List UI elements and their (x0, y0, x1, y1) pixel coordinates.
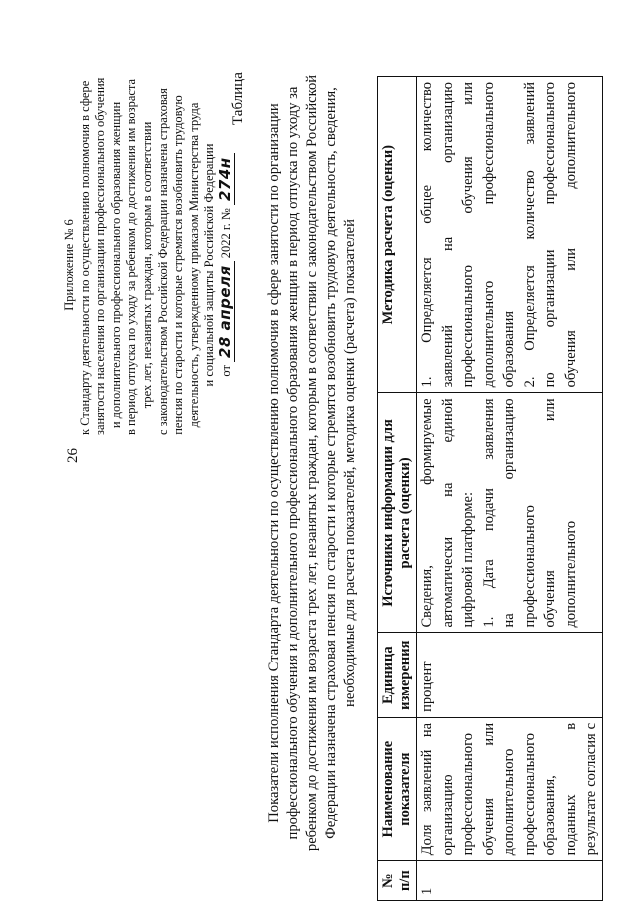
handwritten-order-number: 274н (218, 153, 235, 205)
title-line: Показатели исполнения Стандарта деятельности по осуществлению полномочия в сфере занятости по организации (266, 103, 282, 823)
handwritten-date: 28 апреля (218, 261, 235, 362)
appendix-header (62, 77, 235, 435)
cell-line: профессионального (521, 732, 538, 856)
cell-line: Сведения, формируемые (419, 398, 435, 628)
header-source: Источники информации для расчета (оценки) (378, 393, 417, 633)
cell-unit: процент (417, 633, 603, 717)
header-name: Наименование показателя (378, 717, 417, 860)
cell-line: дополнительного (562, 520, 579, 628)
appendix-line: в период отпуска по уходу за ребенком до достижения им возраста (124, 78, 139, 435)
indicators-table (377, 76, 603, 901)
cell-line: образования (501, 310, 517, 388)
cell-line: 2. Определяется количество заявлений (521, 82, 538, 388)
cell-source (417, 393, 603, 633)
table-row (417, 77, 603, 901)
cell-line: 1. Дата подачи заявления (480, 398, 497, 628)
cell-line: автоматически на единой (439, 398, 456, 628)
cell-line: профессионального (460, 732, 476, 856)
cell-line: дополнительного (501, 748, 517, 856)
header-method: Методика расчета (оценки) (378, 77, 417, 393)
date-suffix: 2022 г. № (218, 208, 233, 259)
cell-line: профессионального обучения или (460, 82, 476, 388)
cell-method (417, 77, 603, 393)
cell-line: заявлений на организацию (439, 82, 456, 388)
table-header-row (378, 77, 417, 901)
appendix-line: пенсия по старости и которые стремятся возобновить трудовую (171, 95, 186, 435)
date-prefix: от (218, 365, 233, 377)
cell-num: 1 (417, 861, 603, 901)
table-label: Таблица (230, 72, 246, 125)
cell-line: на организацию (501, 398, 517, 628)
header-num: № п/п (378, 861, 417, 901)
cell-line: обучения или дополнительного (562, 82, 579, 388)
title-line: необходимые для расчета показателей, методика оценки (расчета) показателей (342, 219, 358, 707)
appendix-line: занятости населения по организации профессионального обучения (93, 77, 108, 435)
title-line: профессионального обучения и дополнительного профессионального образования женщин в период отпуска по уходу за (285, 86, 301, 840)
cell-line: образования, поданных в (542, 722, 579, 856)
document-title (265, 43, 360, 883)
cell-line: цифровой платформе: (460, 491, 476, 628)
cell-line: обучения или (542, 398, 558, 628)
title-line: Федерации назначена страховая пенсия по старости и которые стремятся возобновить трудовую деятельность, сведения, (323, 87, 339, 839)
order-date-line (215, 95, 235, 435)
cell-line: по организации профессионального (542, 82, 558, 388)
appendix-line: деятельность, утвержденному приказом Министерства труда (186, 102, 201, 428)
appendix-line: и дополнительного профессионального образования женщин (108, 101, 123, 429)
appendix-title: Приложение № 6 (62, 219, 76, 311)
page-number: 26 (65, 448, 81, 463)
cell-line: организацию (439, 774, 456, 856)
appendix-line: к Стандарту деятельности по осуществлению полномочия в сфере (77, 80, 92, 435)
title-line: ребенком до достижения им возраста трех лет, незанятых граждан, которым в соответствии с законодательством Российской (304, 74, 320, 852)
cell-line: обучения или (480, 722, 497, 856)
appendix-line: и социальной защиты Российской Федерации (202, 143, 217, 387)
cell-line: результате согласия с (583, 722, 599, 856)
header-unit: Единица измерения (378, 633, 417, 717)
cell-line: дополнительного профессионального (480, 82, 497, 388)
cell-line: Доля заявлений на (419, 722, 435, 856)
cell-name (417, 717, 603, 860)
appendix-line: трех лет, незанятых граждан, которым в соответствии (139, 121, 154, 409)
appendix-line: с законодательством Российской Федерации назначена страховая (155, 88, 170, 435)
cell-line: 1. Определяется общее количество (419, 82, 435, 388)
cell-line: профессионального (521, 505, 538, 628)
